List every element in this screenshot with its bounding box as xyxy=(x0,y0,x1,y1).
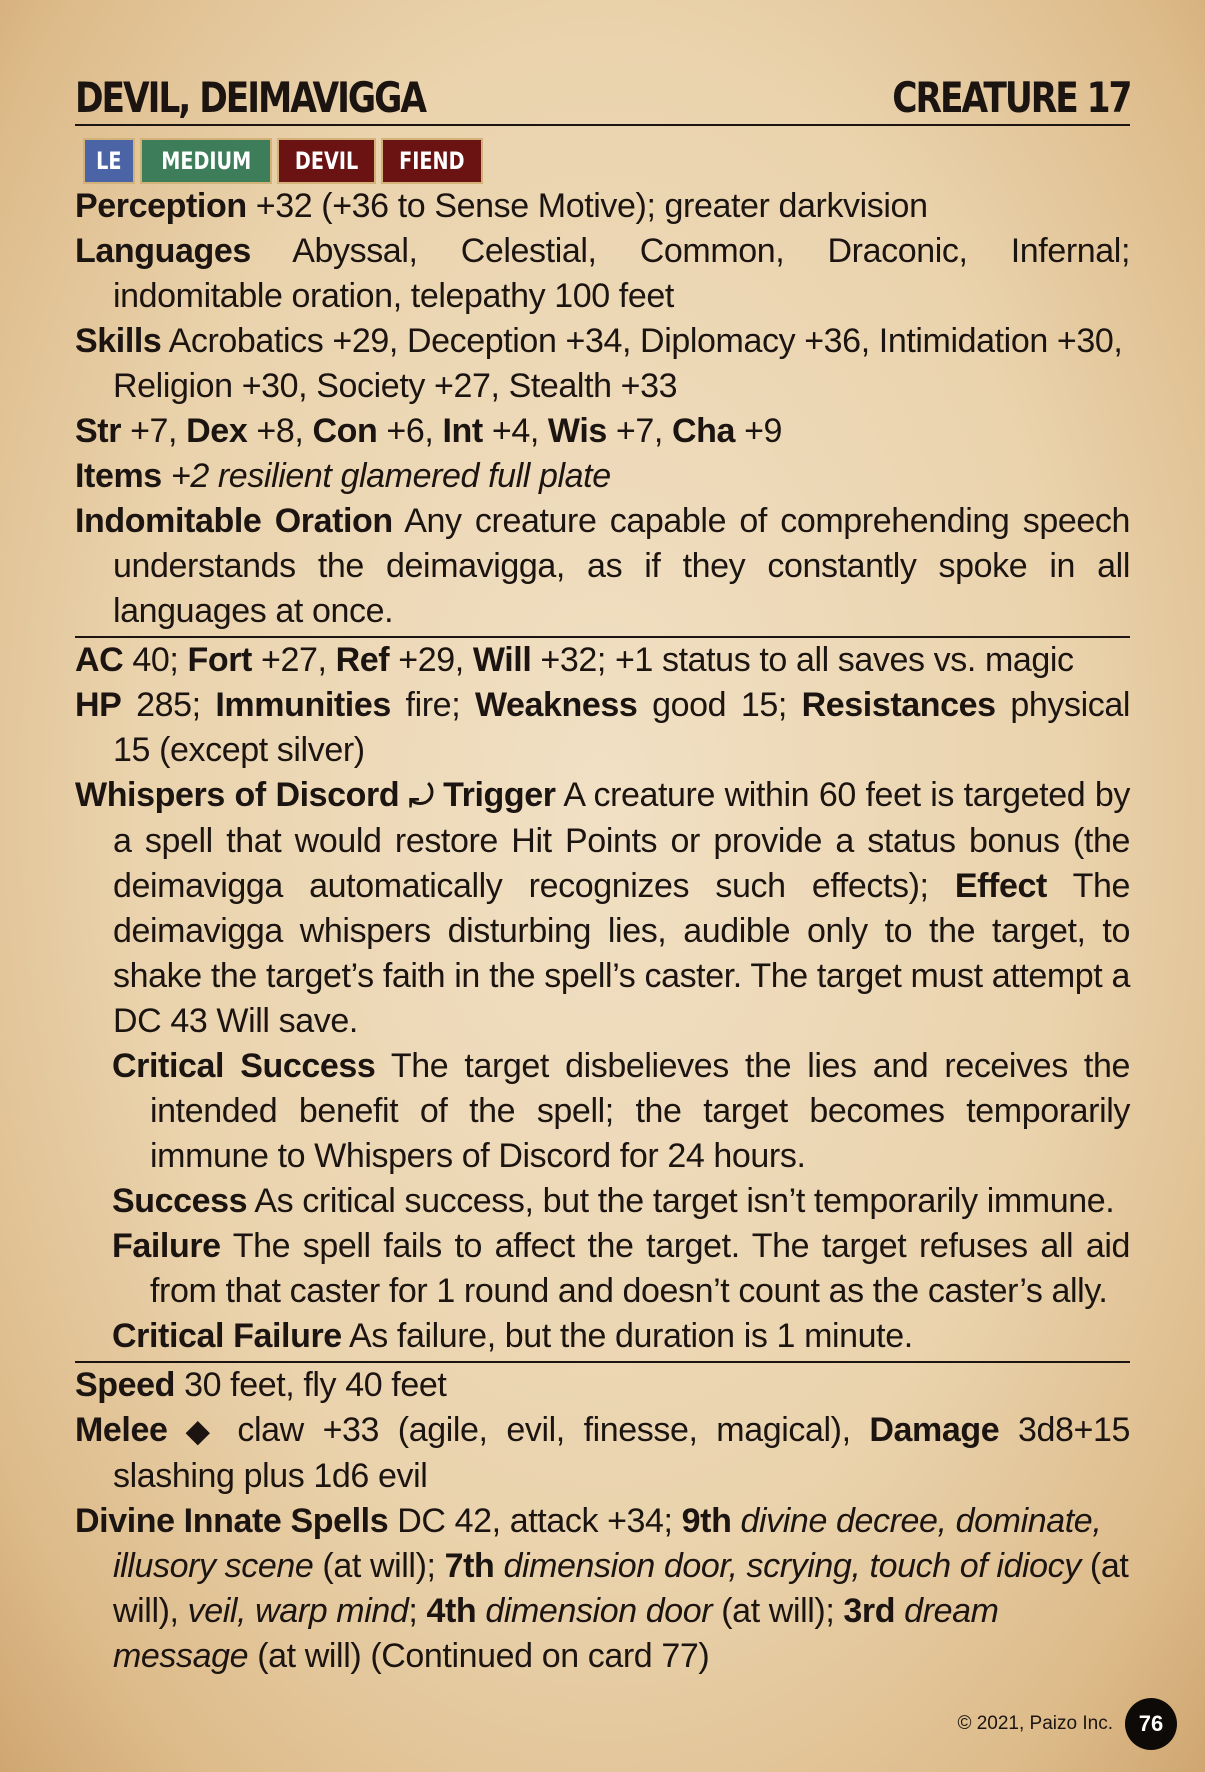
trait-list xyxy=(83,138,1130,184)
critical-success: Critical Success The target disbelieves the lies and receives the intended benefit of the spell; the target becomes temporarily immune to Whispers of Discord for 24 hours. xyxy=(112,1047,1130,1175)
trait-devil: DEVIL xyxy=(277,138,376,184)
indomitable-oration: Indomitable Oration Any creature capable of comprehending speech understands the deimavigga, as if they constantly spoke in all languages at once. xyxy=(75,502,1130,630)
copyright: © 2021, Paizo Inc. xyxy=(957,1713,1113,1734)
languages-line: Languages Abyssal, Celestial, Common, Draconic, Infernal; indomitable oration, telepathy 100 feet xyxy=(75,232,1130,315)
success: Success As critical success, but the target isn’t temporarily immune. xyxy=(112,1182,1115,1220)
ability-scores: Str +7, Dex +8, Con +6, Int +4, Wis +7, Cha +9 xyxy=(75,412,783,450)
stat-block xyxy=(75,70,1130,1679)
skills-line: Skills Acrobatics +29, Deception +34, Diplomacy +36, Intimidation +30, Religion +30, Society +27, Stealth +33 xyxy=(75,322,1123,405)
trait-fiend: FIEND xyxy=(381,138,483,184)
creature-level: CREATURE 17 xyxy=(891,73,1130,122)
single-action-icon: ◆ xyxy=(186,1415,219,1448)
perception-line: Perception +32 (+36 to Sense Motive); greater darkvision xyxy=(75,187,928,225)
melee-line: Melee ◆ claw +33 (agile, evil, finesse, magical), Damage 3d8+15 slashing plus 1d6 evil xyxy=(75,1411,1131,1495)
critical-failure: Critical Failure As failure, but the duration is 1 minute. xyxy=(112,1317,913,1355)
footer xyxy=(957,1698,1177,1750)
failure: Failure The spell fails to affect the target. The target refuses all aid from that caster for 1 round and doesn’t count as the caster’s ally. xyxy=(112,1227,1130,1310)
trait-alignment: LE xyxy=(83,138,135,184)
whispers-of-discord: Whispers of Discord ⤾ Trigger A creature within 60 feet is targeted by a spell that would restore Hit Points or provide a status bonus (the deimavigga automatically recognizes such effects); Effect The deimavigga whispers disturbing lies, audible only to the target, to shake the target’s faith in the spell’s caster. The target must attempt a DC 43 Will save. xyxy=(75,776,1131,1040)
title-row xyxy=(75,70,1130,126)
defense-line: AC 40; Fort +27, Ref +29, Will +32; +1 status to all saves vs. magic xyxy=(75,641,1074,679)
page-number-badge: 76 xyxy=(1125,1698,1177,1750)
trait-size: MEDIUM xyxy=(140,138,273,184)
hp-line: HP 285; Immunities fire; Weakness good 15; Resistances physical 15 (except silver) xyxy=(75,686,1131,769)
reaction-icon: ⤾ xyxy=(408,780,434,813)
creature-name: DEVIL, DEIMAVIGGA xyxy=(75,73,425,122)
spells-line: Divine Innate Spells DC 42, attack +34; 9th divine decree, dominate, illusory scene (at will); 7th dimension door, scrying, touch of idiocy (at will), veil, warp mind; 4th dimension door (at will); 3rd dream message (at will) (Continued on card 77) xyxy=(75,1502,1129,1675)
speed-line: Speed 30 feet, fly 40 feet xyxy=(75,1366,447,1404)
items-line: Items +2 resilient glamered full plate xyxy=(75,457,611,495)
